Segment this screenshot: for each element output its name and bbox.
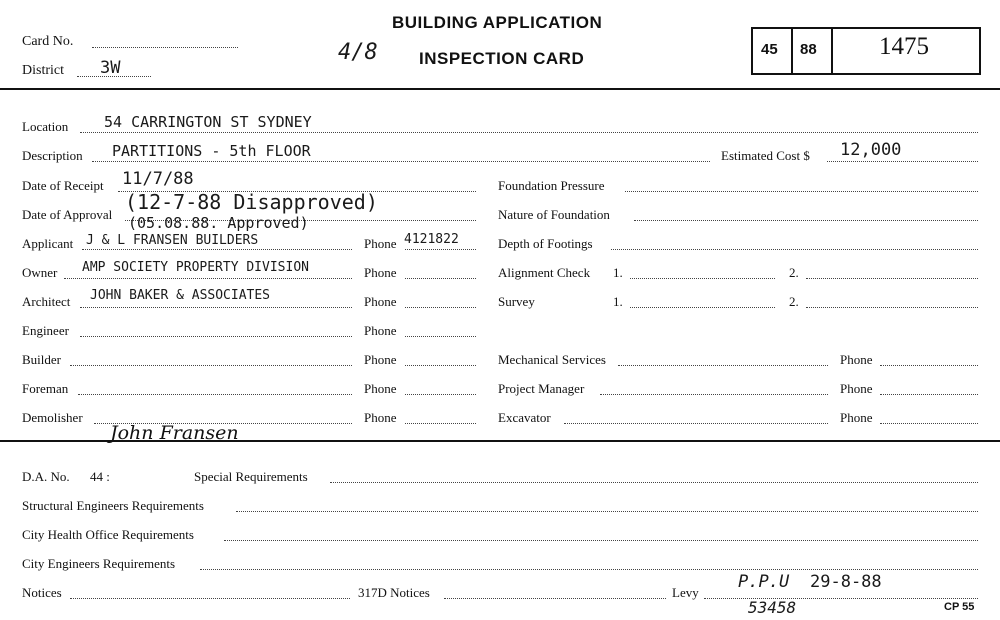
city-engineers-line [200,569,978,570]
depth-footings-line [611,249,978,250]
applicant-line [82,249,352,250]
owner-phone-label: Phone [364,265,397,280]
estimated-cost-value: 12,000 [840,140,902,160]
builder-phone-line [405,365,476,366]
title-line-1: BUILDING APPLICATION [392,13,603,32]
da-no-label: D.A. No. [22,469,70,484]
foreman-phone-line [405,394,476,395]
excavator-phone-line [880,423,978,424]
applicant-label: Applicant [22,236,74,251]
levy-label: Levy [672,585,699,600]
mechanical-services-label: Mechanical Services [498,352,606,367]
levy-number: 53458 [748,598,797,617]
architect-phone-label: Phone [364,294,397,309]
district-label: District [22,63,64,78]
excavator-line [564,423,828,424]
alignment-line-1 [630,278,775,279]
notices-317d-label: 317D Notices [358,585,430,600]
city-health-line [224,540,978,541]
location-value: 54 CARRINGTON ST SYDNEY [104,113,312,131]
nature-foundation-line [634,220,978,221]
applicant-phone-label: Phone [364,236,397,251]
architect-value: JOHN BAKER & ASSOCIATES [90,288,271,303]
ref-divider [791,29,793,73]
survey-label: Survey [498,294,535,309]
architect-phone-line [405,307,476,308]
district-value: 3W [100,58,121,78]
levy-note: P.P.U [738,572,790,592]
structural-engineers-label: Structural Engineers Requirements [22,498,204,513]
alignment-check-label: Alignment Check [498,265,591,280]
mechanical-phone-line [880,365,978,366]
survey-num-2: 2. [789,294,799,309]
survey-line-2 [806,307,978,308]
foreman-line [78,394,352,395]
header-rule [0,88,1000,90]
reference-number-box [751,27,981,75]
levy-line [704,598,978,599]
mechanical-phone-label: Phone [840,352,873,367]
owner-line [64,278,352,279]
card-no-line [92,47,238,48]
owner-label: Owner [22,265,58,280]
engineer-phone-label: Phone [364,323,397,338]
project-manager-line [600,394,828,395]
notices-317d-line [444,598,666,599]
slash-note: 4/8 [338,40,378,65]
structural-engineers-line [236,511,978,512]
alignment-num-1: 1. [613,265,623,280]
owner-value: AMP SOCIETY PROPERTY DIVISION [82,260,309,275]
receipt-label: Date of Receipt [22,178,104,193]
builder-line [70,365,352,366]
engineer-line [80,336,352,337]
applicant-value: J & L FRANSEN BUILDERS [86,233,259,248]
city-engineers-label: City Engineers Requirements [22,556,176,571]
owner-phone-line [405,278,476,279]
foundation-pressure-line [625,191,978,192]
estimated-cost-line [827,161,978,162]
applicant-phone-value: 4121822 [404,232,459,247]
mechanical-services-line [618,365,828,366]
nature-foundation-label: Nature of Foundation [498,207,610,222]
location-label: Location [22,119,69,134]
card-no-label: Card No. [22,34,74,49]
location-line [80,132,978,133]
receipt-value: 11/7/88 [122,169,194,189]
demolisher-phone-label: Phone [364,410,397,425]
architect-label: Architect [22,294,71,309]
ref-code-1: 45 [761,41,778,58]
engineer-label: Engineer [22,323,69,338]
demolisher-phone-line [405,423,476,424]
alignment-num-2: 2. [789,265,799,280]
approval-value-1: (12-7-88 Disapproved) [125,190,378,214]
approval-label: Date of Approval [22,207,113,222]
architect-line [80,307,352,308]
description-line [92,161,710,162]
special-requirements-line [330,482,978,483]
approval-value-2: (05.08.88. Approved) [128,214,309,232]
excavator-label: Excavator [498,410,551,425]
depth-footings-label: Depth of Footings [498,236,593,251]
description-label: Description [22,148,83,163]
description-value: PARTITIONS - 5th FLOOR [112,142,311,160]
excavator-phone-label: Phone [840,410,873,425]
project-manager-phone-label: Phone [840,381,873,396]
ref-divider [831,29,833,73]
section-rule [0,440,1000,442]
survey-num-1: 1. [613,294,623,309]
estimated-cost-label: Estimated Cost $ [721,148,810,163]
demolisher-label: Demolisher [22,410,83,425]
foreman-phone-label: Phone [364,381,397,396]
applicant-phone-line [405,249,476,250]
engineer-phone-line [405,336,476,337]
special-requirements-label: Special Requirements [194,469,308,484]
project-manager-label: Project Manager [498,381,585,396]
ref-number: 1475 [879,33,929,60]
builder-phone-label: Phone [364,352,397,367]
alignment-line-2 [806,278,978,279]
city-health-label: City Health Office Requirements [22,527,194,542]
signature: John Fransen [110,422,239,444]
foundation-pressure-label: Foundation Pressure [498,178,605,193]
form-code: CP 55 [944,601,975,613]
da-no-value: 44 : [90,469,110,484]
project-manager-phone-line [880,394,978,395]
builder-label: Builder [22,352,61,367]
survey-line-1 [630,307,775,308]
notices-line [70,598,350,599]
ref-code-2: 88 [800,41,817,58]
title-line-2: INSPECTION CARD [419,49,585,68]
levy-date: 29-8-88 [810,572,882,592]
notices-label: Notices [22,585,62,600]
foreman-label: Foreman [22,381,69,396]
